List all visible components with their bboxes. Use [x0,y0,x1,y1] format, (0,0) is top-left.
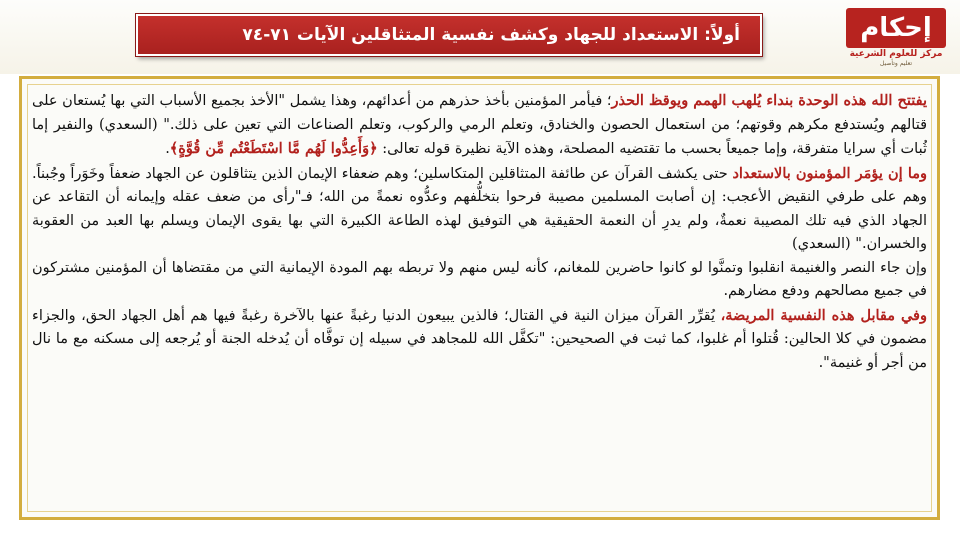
paragraph-1-lead: يفتتح الله هذه الوحدة بنداء يُلهب الهمم ويوقظ الحذر [611,92,927,109]
paragraph-4 [32,304,927,376]
paragraph-3 [32,257,927,304]
paragraph-2-lead: وما إن يؤمَر المؤمنون بالاستعداد [732,164,927,182]
paragraph-1 [32,89,927,162]
section-title: أولاً: الاستعداد للجهاد وكشف نفسية المتثاقلين الآيات ٧١-٧٤ [242,25,740,45]
quran-verse: ﴿وَأَعِدُّوا لَهُم مَّا اسْتَطَعْتُم مِّن قُوَّةٍ﴾ [169,140,378,157]
logo-tagline: تعليم وتأصيل [879,60,913,67]
section-title-bar [136,14,762,56]
paragraph-3-text: وإن جاء النصر والغنيمة انقلبوا وتمنَّوا لو كانوا حاضرين للمغانم، كأنه ليس منهم ولا تربطه بهم المودة الإيمانية التي من مقتضاها أن المؤمنين مشتركون في جميع مصالحهم ودفع مضارهم. [32,259,927,299]
logo-subtitle: مركز للعلوم الشرعية [849,49,943,59]
content-body [32,89,927,509]
paragraph-2-text: حتى يكشف القرآن عن طائفة المتثاقلين المتكاسلين؛ وهم ضعفاء الإيمان الذين يتثاقلون عن الجهاد ضعفاً وخَوَراً وجُبناً. وهم على طرفي النقيض الأعجب: إن أصابت المسلمين مصيبة فرحوا بتخلُّفهم وعدُّوه نعمةً من الله؛ فـ"رأى من ضعف عقله وإيمانه أن التقاعد عن الجهاد الذي فيه تلك المصيبة نعمةٌ، ولم يدرِ أن النعمة الحقيقية هي التوفيق لهذه الطاعة الكبيرة التي بها يقوى الإيمان ويسلم بها العبد من العقوبة والخسران." (السعدي) [32,165,927,252]
paragraph-1-text: ؛ فيأمر المؤمنين بأخذ حذرهم من أعدائهم، وهذا يشمل "الأخذ بجميع الأسباب التي بها يُستعان على قتالهم ويُستدفع مكرهم وقوتهم؛ من استعمال الحصون والخنادق، وتعلم الرمي والركوب، وتعلم الصناعات التي تعين على ذلك." (السعدي) والنفير إما ثُبات أي سرايا متفرقة، وإما جميعاً بحسب ما تقتضيه المصلحة، وهذه الآية نظيرة قوله تعالى: [32,93,927,157]
paragraph-1-end: . [165,141,170,157]
paragraph-4-text: يُقرِّر القرآن ميزان النية في القتال؛ فالذين يبيعون الدنيا رغبةً عنها بالآخرة رغبةً فيها هم أهل الجهاد الحق، والجزاء مضمون في كلا الحالين: قُتلوا أم غلبوا، كما ثبت في الصحيحين: "تكفَّل الله للمجاهد في سبيله إن توفَّاه أن يُدخله الجنة أو يُرجعه إلى مسكنه مع ما نال من أجر أو غنيمة". [32,307,927,371]
logo-mark: إحكام [846,8,946,48]
content-frame [19,76,940,520]
paragraph-2 [32,162,927,257]
paragraph-4-lead: وفي مقابل هذه النفسية المريضة، [720,306,927,324]
logo [844,6,948,68]
